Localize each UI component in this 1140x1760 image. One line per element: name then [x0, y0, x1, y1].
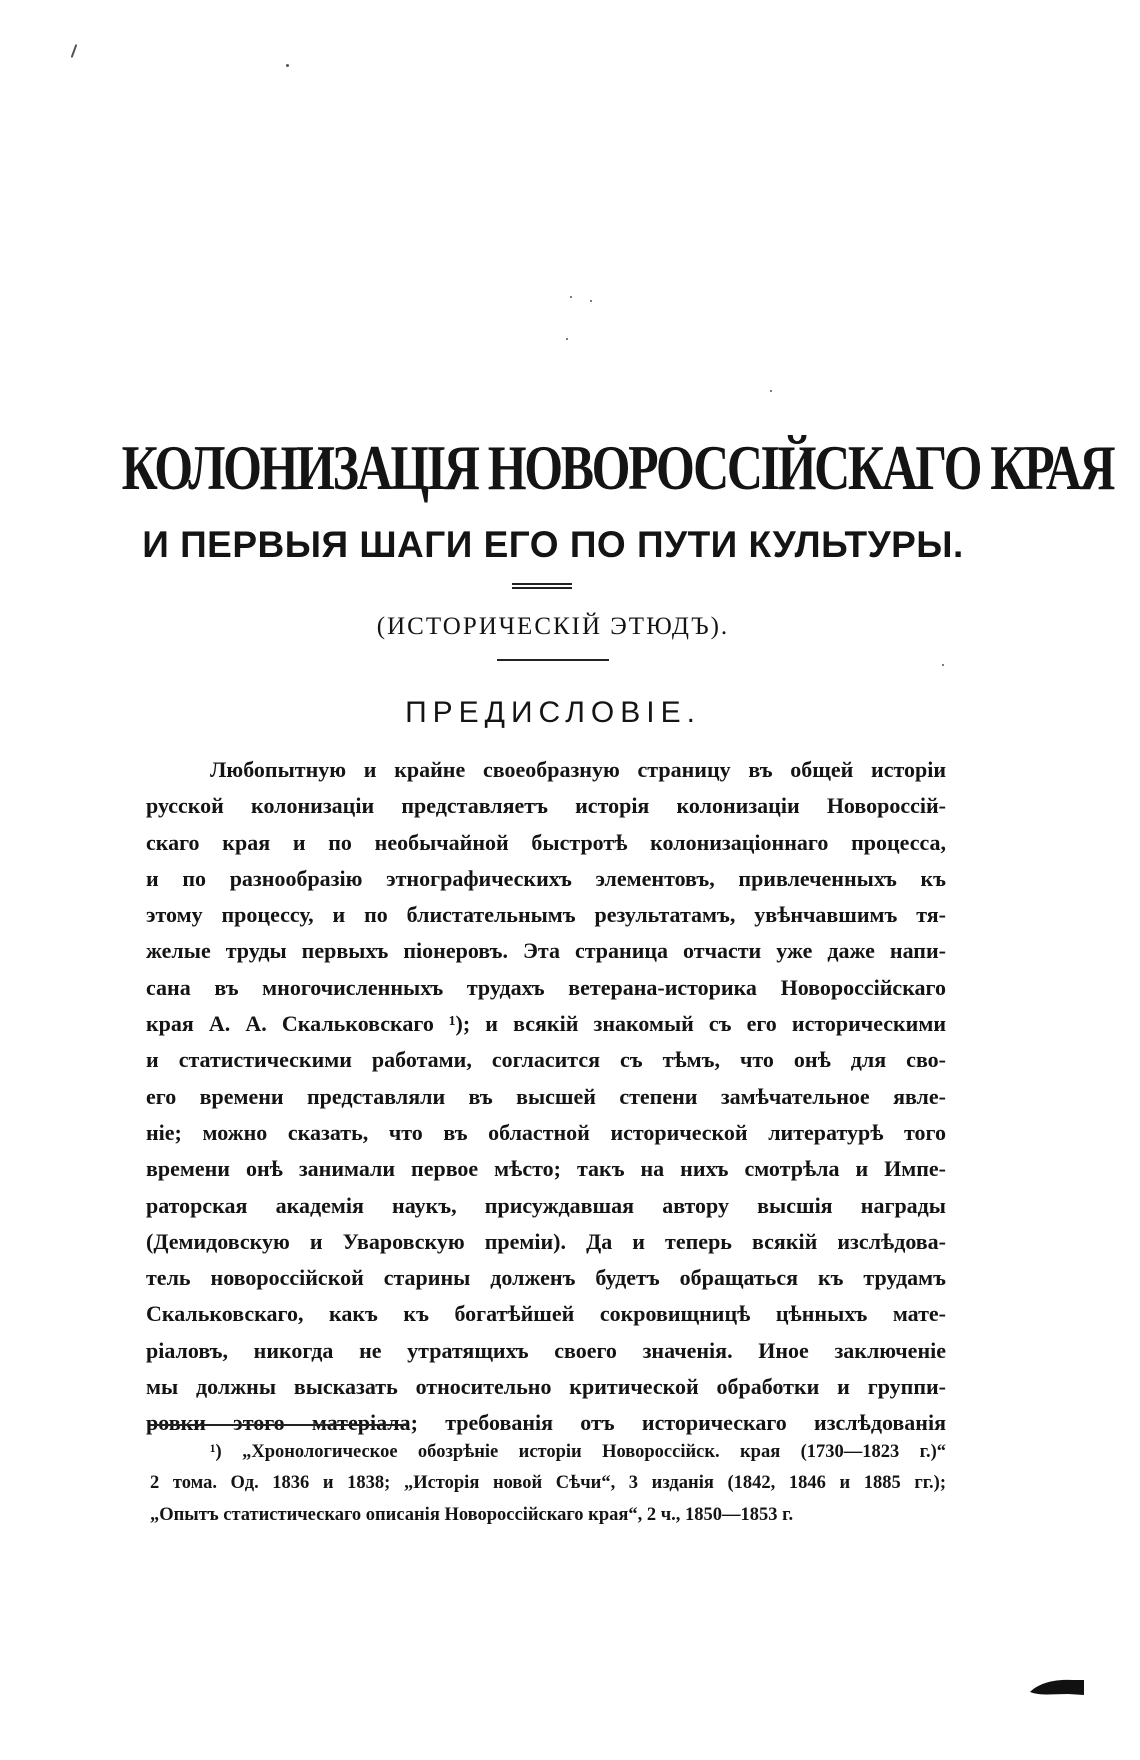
- footnote-line: ¹) „Хронологическое обозрѣніе исторіи Новороссійск. края (1730—1823 г.)“: [210, 1442, 946, 1462]
- text-line: сана въ многочисленныхъ трудахъ ветерана-историка Новороссійскаго: [146, 974, 946, 1000]
- text-line: края А. А. Скальковскаго ¹); и всякій знакомый съ его историческими: [146, 1011, 946, 1037]
- section-heading: ПРЕДИСЛОВІЕ.: [405, 696, 701, 729]
- text-line: ріаловъ, никогда не утратящихъ своего значенія. Иное заключеніе: [146, 1337, 946, 1363]
- text-line: времени онѣ занимали первое мѣсто; такъ на нихъ смотрѣла и Импе-: [146, 1156, 946, 1182]
- text-line: и по разнообразію этнографическихъ элементовъ, привлеченныхъ къ: [146, 865, 946, 891]
- text-line: русской колонизаціи представляетъ исторія колонизаціи Новороссій-: [146, 793, 946, 819]
- text-line: скаго края и по необычайной быстротѣ колонизаціоннаго процесса,: [146, 829, 946, 855]
- footnote-line: 2 тома. Од. 1836 и 1838; „Исторія новой Сѣчи“, 3 изданія (1842, 1846 и 1885 гг.);: [150, 1473, 946, 1494]
- text-line: Скальковскаго, какъ къ богатѣйшей сокровищницѣ цѣнныхъ мате-: [146, 1301, 946, 1327]
- scan-speck: [770, 390, 772, 392]
- text-line: ніе; можно сказать, что въ областной исторической литературѣ того: [146, 1119, 946, 1145]
- text-line: мы должны высказать относительно критической обработки и группи-: [146, 1374, 946, 1400]
- preface-body: [146, 752, 946, 1442]
- text-line: (Демидовскую и Уваровскую преміи). Да и теперь всякій изслѣдова-: [146, 1228, 946, 1254]
- genre-caption: (ИСТОРИЧЕСКІЙ ЭТЮДЪ).: [376, 613, 730, 640]
- footnote-line: „Опытъ статистическаго описанія Новороссійскаго края“, 2 ч., 1850—1853 г.: [150, 1504, 794, 1525]
- scan-speck: [570, 296, 572, 298]
- scan-speck: [566, 338, 568, 340]
- document-subtitle: И ПЕРВЫЯ ШАГИ ЕГО ПО ПУТИ КУЛЬТУРЫ.: [142, 524, 964, 565]
- footnote: [150, 1437, 946, 1531]
- scan-speck: [71, 44, 78, 58]
- document-title: КОЛОНИЗАЦІЯ НОВОРОССІЙСКАГО КРАЯ: [121, 432, 1114, 503]
- double-rule-divider: [512, 583, 572, 589]
- text-line: этому процессу, и по блистательнымъ результатамъ, увѣнчавшимъ тя-: [146, 902, 946, 928]
- text-line: тель новороссійской старины долженъ будетъ обращаться къ трудамъ: [146, 1265, 946, 1291]
- scan-speck: [942, 664, 944, 666]
- text-line: желые труды первыхъ піонеровъ. Эта страница отчасти уже даже напи-: [146, 938, 946, 964]
- scan-speck: [590, 300, 592, 302]
- text-line: раторская академія наукъ, присуждавшая автору высшія награды: [146, 1192, 946, 1218]
- text-line: Любопытную и крайне своеобразную страницу въ общей исторіи: [210, 757, 946, 782]
- scan-speck: [286, 64, 289, 67]
- text-line: и статистическими работами, согласится съ тѣмъ, что онѣ для сво-: [146, 1047, 946, 1073]
- text-line: ровки этого матеріала; требованія отъ историческаго изслѣдованія: [146, 1410, 946, 1436]
- rule-divider: [497, 659, 609, 661]
- footnote-separator: [150, 1424, 406, 1426]
- text-line: его времени представляли въ высшей степени замѣчательное явле-: [146, 1083, 946, 1109]
- library-stamp-icon: [1028, 1674, 1086, 1700]
